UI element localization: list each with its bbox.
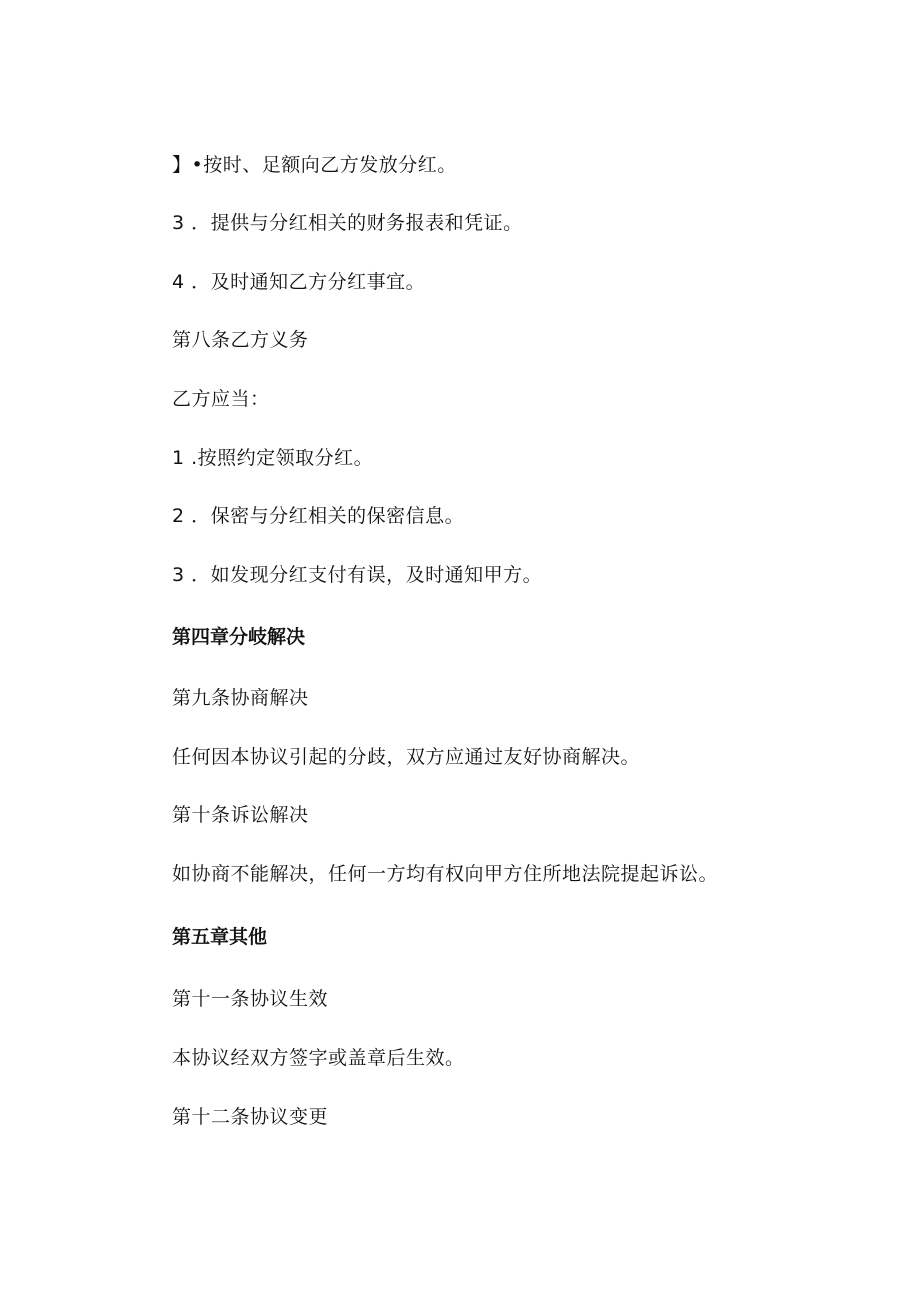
article-9-body: 任何因本协议引起的分歧，双方应通过友好协商解决。 [172,746,641,768]
article-10-body: 如协商不能解决，任何一方均有权向甲方住所地法院提起诉讼。 [172,863,719,885]
article-8-title: 第八条乙方义务 [172,329,309,351]
chapter-5-title: 第五章其他 [172,926,268,948]
article-11-body: 本协议经双方签字或盖章后生效。 [172,1047,465,1069]
obligation-item-notify: 4 ．及时通知乙方分红事宜。 [172,271,426,293]
article-11-title: 第十一条协议生效 [172,988,329,1010]
party-b-item-confidential: 2 ．保密与分红相关的保密信息。 [172,505,465,527]
article-10-title: 第十条诉讼解决 [172,804,309,826]
obligation-item-payment: 】•按时、足额向乙方发放分红。 [172,154,457,176]
obligation-item-reports: 3 ．提供与分红相关的财务报表和凭证。 [172,212,523,234]
chapter-4-title: 第四章分岐解决 [172,626,306,648]
party-b-item-collect: 1 .按照约定领取分红。 [172,447,374,469]
article-9-title: 第九条协商解决 [172,687,309,709]
article-12-title: 第十二条协议变更 [172,1106,329,1128]
party-b-intro: 乙方应当： [172,388,270,410]
party-b-item-report-error: 3 ．如发现分红支付有误，及时通知甲方。 [172,564,543,586]
